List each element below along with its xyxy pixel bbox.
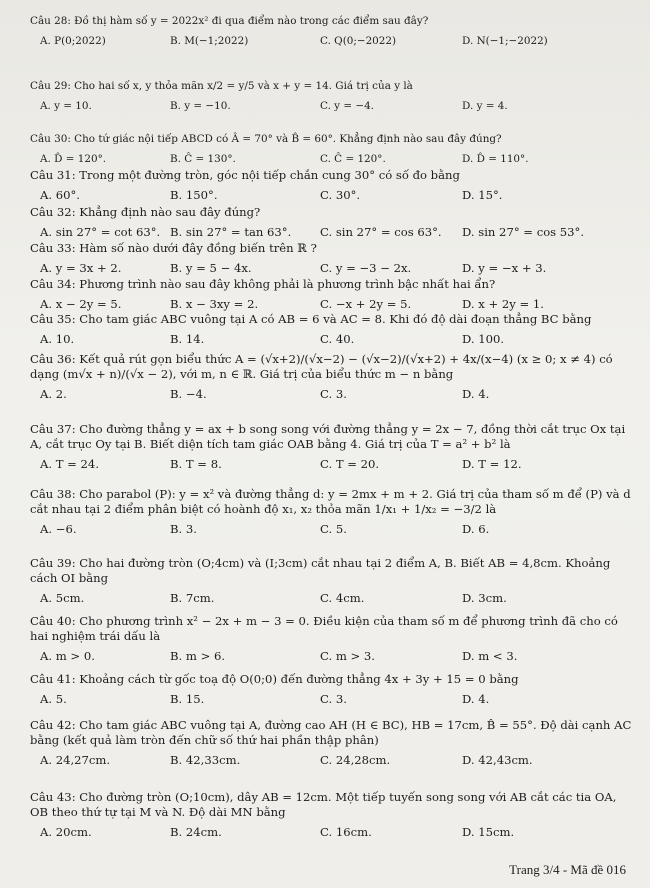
question-31 [30, 168, 632, 204]
option-c[interactable]: C. 4cm. [320, 591, 365, 605]
option-c[interactable]: C. 16cm. [320, 825, 372, 839]
option-a[interactable]: A. T = 24. [40, 457, 99, 471]
question-stem: Câu 28: Đồ thị hàm số y = 2022x² đi qua điểm nào trong các điểm sau đây? [30, 15, 429, 27]
answer-options [30, 522, 632, 538]
option-b[interactable]: B. −4. [170, 387, 207, 401]
question-28 [30, 14, 632, 50]
question-42 [30, 718, 632, 769]
option-b[interactable]: B. 24cm. [170, 825, 222, 839]
question-stem: Câu 37: Cho đường thẳng y = ax + b song song với đường thẳng y = 2x − 7, đồng thời cắt trục Ox tại A, cắt trục Oy tại B. Biết diện tích tam giác OAB bằng 4. Giá trị của T = a² + b² là [30, 422, 626, 451]
option-b[interactable]: B. T = 8. [170, 457, 222, 471]
option-d[interactable]: D. 42,43cm. [462, 753, 533, 767]
option-b[interactable]: B. 14. [170, 332, 205, 346]
page-footer: Trang 3/4 - Mã đề 016 [509, 862, 626, 877]
answer-options [30, 188, 632, 204]
question-stem: Câu 30: Cho tứ giác nội tiếp ABCD có Â = 70° và B̂ = 60°. Khẳng định nào sau đây đúng? [30, 133, 502, 145]
option-d[interactable]: D. 4. [462, 387, 490, 401]
question-39 [30, 556, 632, 607]
option-b[interactable]: B. y = −10. [170, 100, 231, 112]
option-a[interactable]: A. 60°. [40, 188, 80, 202]
answer-options [30, 152, 632, 168]
option-c[interactable]: C. 5. [320, 522, 347, 536]
option-d[interactable]: D. y = −x + 3. [462, 261, 547, 275]
option-b[interactable]: B. 7cm. [170, 591, 215, 605]
option-a[interactable]: A. y = 10. [40, 100, 92, 112]
question-43 [30, 790, 632, 841]
option-b[interactable]: B. m > 6. [170, 649, 226, 663]
answer-options [30, 332, 632, 348]
question-37 [30, 422, 632, 473]
option-b[interactable]: B. 15. [170, 692, 205, 706]
option-a[interactable]: A. 5. [40, 692, 67, 706]
option-a[interactable]: A. −6. [40, 522, 77, 536]
answer-options [30, 387, 632, 403]
question-38 [30, 487, 632, 538]
option-c[interactable]: C. m > 3. [320, 649, 375, 663]
option-d[interactable]: D. 15cm. [462, 825, 515, 839]
question-stem: Câu 39: Cho hai đường tròn (O;4cm) và (I;3cm) cắt nhau tại 2 điểm A, B. Biết AB = 4,8cm. Khoảng cách OI bằng [30, 556, 611, 585]
question-35 [30, 312, 632, 348]
option-a[interactable]: A. 2. [40, 387, 67, 401]
option-c[interactable]: C. 3. [320, 692, 347, 706]
option-c[interactable]: C. T = 20. [320, 457, 380, 471]
option-b[interactable]: B. 42,33cm. [170, 753, 241, 767]
option-a[interactable]: A. 24,27cm. [40, 753, 111, 767]
option-b[interactable]: B. M(−1;2022) [170, 35, 249, 47]
option-d[interactable]: D. D̂ = 110°. [462, 153, 529, 165]
option-c[interactable]: C. y = −3 − 2x. [320, 261, 412, 275]
question-stem: Câu 29: Cho hai số x, y thỏa mãn x/2 = y/5 và x + y = 14. Giá trị của y là [30, 80, 413, 92]
option-b[interactable]: B. Ĉ = 130°. [170, 153, 236, 165]
answer-options [30, 99, 632, 115]
option-c[interactable]: C. 3. [320, 387, 347, 401]
option-c[interactable]: C. Ĉ = 120°. [320, 153, 386, 165]
question-stem: Câu 40: Cho phương trình x² − 2x + m − 3 = 0. Điều kiện của tham số m để phương trình đã cho có hai nghiệm trái dấu là [30, 614, 618, 643]
option-d[interactable]: D. T = 12. [462, 457, 522, 471]
option-a[interactable]: A. 20cm. [40, 825, 92, 839]
option-d[interactable]: D. 6. [462, 522, 490, 536]
question-stem: Câu 41: Khoảng cách từ gốc toạ độ O(0;0) đến đường thẳng 4x + 3y + 15 = 0 bằng [30, 672, 519, 686]
option-a[interactable]: A. 5cm. [40, 591, 85, 605]
answer-options [30, 297, 632, 313]
option-a[interactable]: A. x − 2y = 5. [40, 297, 122, 311]
question-40 [30, 614, 632, 665]
answer-options [30, 457, 632, 473]
question-30 [30, 132, 632, 168]
option-d[interactable]: D. x + 2y = 1. [462, 297, 544, 311]
option-b[interactable]: B. sin 27° = tan 63°. [170, 225, 292, 239]
question-34 [30, 277, 632, 313]
option-c[interactable]: C. Q(0;−2022) [320, 35, 397, 47]
question-36 [30, 352, 632, 403]
answer-options [30, 34, 632, 50]
option-a[interactable]: A. P(0;2022) [40, 35, 106, 47]
option-d[interactable]: D. sin 27° = cos 53°. [462, 225, 585, 239]
question-stem: Câu 42: Cho tam giác ABC vuông tại A, đường cao AH (H ∈ BC), HB = 17cm, B̂ = 55°. Độ dài cạnh AC bằng (kết quả làm tròn đến chữ số thứ hai phần thập phân) [30, 718, 632, 747]
question-stem: Câu 34: Phương trình nào sau đây không phải là phương trình bậc nhất hai ẩn? [30, 277, 496, 291]
answer-options [30, 692, 632, 708]
option-a[interactable]: A. y = 3x + 2. [40, 261, 122, 275]
question-stem: Câu 43: Cho đường tròn (O;10cm), dây AB = 12cm. Một tiếp tuyến song song với AB cắt các tia OA, OB theo thứ tự tại M và N. Độ dài MN bằng [30, 790, 617, 819]
option-b[interactable]: B. y = 5 − 4x. [170, 261, 252, 275]
answer-options [30, 825, 632, 841]
option-d[interactable]: D. 3cm. [462, 591, 507, 605]
option-a[interactable]: A. m > 0. [40, 649, 95, 663]
answer-options [30, 225, 632, 241]
option-d[interactable]: D. m < 3. [462, 649, 518, 663]
option-d[interactable]: D. 4. [462, 692, 490, 706]
question-stem: Câu 35: Cho tam giác ABC vuông tại A có AB = 6 và AC = 8. Khi đó độ dài đoạn thẳng BC bằng [30, 312, 592, 326]
option-c[interactable]: C. −x + 2y = 5. [320, 297, 412, 311]
answer-options [30, 261, 632, 277]
answer-options [30, 649, 632, 665]
question-stem: Câu 31: Trong một đường tròn, góc nội tiếp chắn cung 30° có số đo bằng [30, 168, 460, 182]
question-29 [30, 79, 632, 115]
option-a[interactable]: A. sin 27° = cot 63°. [40, 225, 161, 239]
option-c[interactable]: C. sin 27° = cos 63°. [320, 225, 442, 239]
option-d[interactable]: D. 100. [462, 332, 505, 346]
option-d[interactable]: D. N(−1;−2022) [462, 35, 548, 47]
option-c[interactable]: C. 24,28cm. [320, 753, 391, 767]
option-d[interactable]: D. 15°. [462, 188, 503, 202]
option-a[interactable]: A. 10. [40, 332, 75, 346]
option-b[interactable]: B. 3. [170, 522, 197, 536]
question-stem: Câu 36: Kết quả rút gọn biểu thức A = (√x+2)/(√x−2) − (√x−2)/(√x+2) + 4x/(x−4) (x ≥ 0; x ≠ 4) có dạng (m√x + n)/(√x − 2), với m, n ∈ ℝ. Giá trị của biểu thức m − n bằng [30, 352, 613, 381]
option-b[interactable]: B. 150°. [170, 188, 218, 202]
answer-options [30, 753, 632, 769]
option-c[interactable]: C. 30°. [320, 188, 361, 202]
question-stem: Câu 38: Cho parabol (P): y = x² và đường thẳng d: y = 2mx + m + 2. Giá trị của tham số m để (P) và d cắt nhau tại 2 điểm phân biệt có hoành độ x₁, x₂ thỏa mãn 1/x₁ + 1/x₂ = −3/2 là [30, 487, 631, 516]
option-c[interactable]: C. 40. [320, 332, 355, 346]
question-41 [30, 672, 632, 708]
option-b[interactable]: B. x − 3xy = 2. [170, 297, 259, 311]
option-d[interactable]: D. y = 4. [462, 100, 508, 112]
question-stem: Câu 33: Hàm số nào dưới đây đồng biến trên ℝ ? [30, 241, 317, 255]
option-c[interactable]: C. y = −4. [320, 100, 374, 112]
question-32 [30, 205, 632, 241]
question-33 [30, 241, 632, 277]
question-stem: Câu 32: Khẳng định nào sau đây đúng? [30, 205, 261, 219]
option-a[interactable]: A. D̂ = 120°. [40, 153, 107, 165]
answer-options [30, 591, 632, 607]
